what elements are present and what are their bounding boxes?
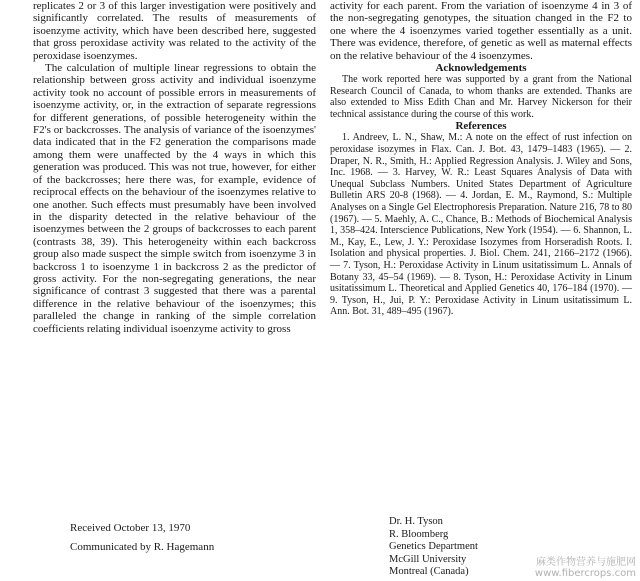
- address-line: Montreal (Canada): [389, 566, 469, 578]
- communicated-by: Communicated by R. Hagemann: [70, 541, 215, 553]
- body-paragraph: The calculation of multiple linear regressions to obtain the relationship between gross activity and individual isoenzyme activity took no account of possible errors in measurements of isoenzyme activity, or, in the extraction of separate regressions for different generations, of possible heterogeneity within the F2's or backcrosses. The analysis of variance of the isoenzymes' data indicated that in the F2 generation the comparisons made among them were unaffected by the 4 ways in which this generation was produced. This was not true, however, for either of the backcrosses; here there was, for example, evidence of reciprocal effects on the behaviour of the isoenzymes relative to one another. Such effects must presumably have been involved in the disparity detected in the relative behaviour of the isoenzymes between the 2 groups of backcrosses to each parent (contrasts 38, 39). This heterogeneity within each backcross group also made suspect the simple switch from isoenzyme 3 in backcross 1 to isoenzyme 1 in backcross 2 as the predictor of gross activity. For the non-segregating generations, the near significance of contrast 3 suggested that there was a parental difference in the relative behaviour of the isoenzymes; this paralleled the change in ranking of the simple correlation coefficients relating individual isoenzyme activity to gross: [33, 62, 316, 335]
- acknowledgements-text: The work reported here was supported by a grant from the National Research Council of Canada, to whom thanks are extended. Thanks are also extended to Miss Edith Chan and Mr. Harvey Nickerson for their technical assistance during the course of this work.: [330, 74, 632, 120]
- right-column: [330, 0, 632, 318]
- acknowledgements-heading: Acknowledgements: [435, 62, 527, 75]
- watermark: [535, 557, 636, 579]
- left-column: [33, 0, 316, 335]
- watermark-line: www.fibercrops.com: [534, 568, 636, 579]
- received-info: [70, 519, 214, 557]
- address-line: R. Bloomberg: [389, 528, 449, 540]
- references-list: 1. Andreev, L. N., Shaw, M.: A note on the effect of rust infection on peroxidase isozymes in Flax. Can. J. Bot. 43, 1479–1483 (1965). — 2. Draper, N. R., Smith, H.: Applied Regression Analysis. J. Wiley and Sons, Inc. 1968. — 3. Harvey, W. R.: Least Squares Analysis of Data with Unequal Subclass Numbers. United States Department of Agriculture Bulletin ARS 20-8 (1968). — 4. Jordan, E. M., Raymond, S.: Multiple Analyses on a Single Gel Electrophoresis Preparation. Nature 216, 78 to 80 (1967). — 5. Maehly, A. C., Chance, B.: Methods of Biochemical Analysis 1, 358–424. Interscience Publications, New York (1954). — 6. Shannon, L. M., Kay, E., Lew, J. Y.: Peroxidase Isozymes from Horseradish Roots. I. Isolation and physical properties. J. Biol. Chem. 241, 2166–2172 (1966). — 7. Tyson, H.: Peroxidase Activity in Linum usitatissimum L. Annals of Botany 33, 45–54 (1969). — 8. Tyson, H.: Peroxidase Activity in Linum usitatissimum L. Theoretical and Applied Genetics 40, 176–184 (1970). — 9. Tyson, H., Jui, P. Y.: Peroxidase Activity in Linum usitatissimum L. Ann. Bot. 31, 489–495 (1967).: [330, 132, 632, 318]
- author-address: [389, 516, 478, 579]
- address-line: Genetics Department: [389, 541, 478, 553]
- references-heading: References: [455, 120, 507, 133]
- received-date: Received October 13, 1970: [70, 522, 191, 534]
- address-line: McGill University: [389, 553, 467, 565]
- address-line: Dr. H. Tyson: [389, 516, 443, 527]
- watermark-line: 麻类作物营养与施肥网: [536, 557, 636, 568]
- body-paragraph: activity for each parent. From the variation of isoenzyme 4 in 3 of the non-segregating genotypes, the situation changed in the F2 to one where the 4 isoenzymes varied together essentially as a unit. There was evidence, therefore, of genetic as well as maternal effects on the relative behaviour of the 4 isoenzymes.: [330, 0, 632, 62]
- body-paragraph: replicates 2 or 3 of this larger investigation were positively and significantly correlated. The results of measurements of isoenzyme activity, which have been described here, suggested that gross peroxidase activity was related to the activity of the peroxidase isoenzymes.: [33, 0, 316, 62]
